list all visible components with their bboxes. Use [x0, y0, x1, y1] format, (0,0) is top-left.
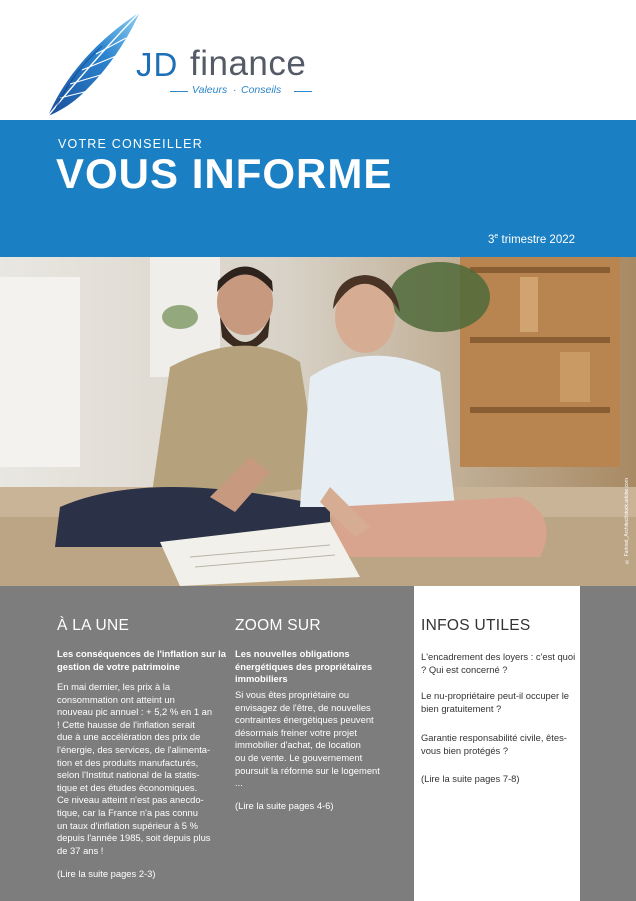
- period-suffix: e: [494, 233, 499, 240]
- zoom-sur-read-more[interactable]: (Lire la suite pages 4-6): [235, 800, 334, 811]
- a-la-une-lead: Les conséquences de l'inflation sur la gestion de votre patrimoine: [57, 648, 226, 672]
- banner-title: VOUS INFORME: [56, 150, 393, 197]
- period-rest: trimestre 2022: [501, 233, 576, 246]
- couple-reading-illustration: [0, 257, 636, 586]
- tagline-right: Conseils: [241, 84, 282, 96]
- a-la-une-read-more[interactable]: (Lire la suite pages 2-3): [57, 868, 156, 879]
- tagline-separator: ·: [233, 84, 237, 96]
- logo-brand-jd: JD: [136, 46, 179, 83]
- zoom-sur-line: Si vous êtes propriétaire ou: [235, 689, 350, 700]
- logo-brand-finance: finance: [190, 44, 307, 83]
- a-la-une-line: l'énergie, des services, de l'alimenta-: [57, 744, 211, 755]
- a-la-une-line: nouveau pic annuel : + 5,2 % en 1 an: [57, 706, 213, 718]
- zoom-sur-line: envisagez de l'être, de nouvelles: [235, 701, 371, 713]
- zoom-sur-line: immobilier d'achat, de location: [235, 739, 361, 751]
- a-la-une-line: ! Cette hausse de l'inflation serait: [57, 718, 195, 730]
- a-la-une-line: En mai dernier, les prix à la: [57, 681, 171, 692]
- infos-utiles-read-more[interactable]: (Lire la suite pages 7-8): [421, 773, 520, 784]
- header: [0, 0, 636, 120]
- banner-kicker: VOTRE CONSEILLER: [58, 137, 203, 151]
- logo-tagline: [160, 84, 320, 100]
- info-question[interactable]: Garantie responsabilité civile, êtes-vous bien protégés ?: [421, 732, 567, 756]
- zoom-sur-line: poursuit la réforme sur le logement: [235, 764, 380, 776]
- infos-utiles-heading: INFOS UTILES: [421, 617, 531, 634]
- a-la-une-line: de 37 ans !: [57, 844, 104, 856]
- zoom-sur-line: ...: [235, 777, 243, 789]
- zoom-sur-line: contraintes énergétiques peuvent: [235, 714, 374, 726]
- zoom-sur-line: ou de vente. Le gouvernement: [235, 752, 363, 763]
- zoom-sur-lead: Les nouvelles obligations énergétiques des propriétaires immobiliers: [235, 648, 373, 684]
- photo-credit: © Farknot_Architect/stock.adobe.com: [624, 478, 630, 564]
- tagline-rule-left: [170, 91, 188, 92]
- issue-period: [488, 233, 575, 246]
- period-number: 3: [488, 233, 495, 246]
- a-la-une-heading: À LA UNE: [57, 617, 130, 634]
- info-question[interactable]: Le nu-propriétaire peut-il occuper le bien gratuitement ?: [421, 690, 569, 714]
- feather-logo-icon: [40, 8, 150, 120]
- tagline-left: Valeurs: [192, 84, 228, 96]
- a-la-une-line: selon l'Institut national de la statis-: [57, 769, 200, 781]
- a-la-une-line: consommation ont atteint un: [57, 693, 175, 705]
- title-banner: [0, 120, 636, 257]
- a-la-une-line: tique, car la France n'a pas connu: [57, 807, 198, 818]
- zoom-sur-line: désormais freiner votre projet: [235, 726, 357, 738]
- a-la-une-line: tique et des études économiques.: [57, 781, 198, 793]
- tagline-rule-right: [294, 91, 312, 92]
- zoom-sur-heading: ZOOM SUR: [235, 617, 321, 634]
- a-la-une-line: tion et des produits manufacturés,: [57, 756, 199, 768]
- a-la-une-line: due à une accélération des prix de: [57, 731, 201, 743]
- summary-panel: [0, 586, 636, 901]
- infos-utiles-column: [414, 586, 580, 901]
- cover-photo: [0, 257, 636, 586]
- info-question[interactable]: L'encadrement des loyers : c'est quoi ? Qui est concerné ?: [421, 651, 576, 675]
- a-la-une-line: un taux d'inflation supérieur à 5 %: [57, 819, 198, 831]
- a-la-une-line: Ce niveau atteint n'est pas anecdo-: [57, 794, 204, 806]
- a-la-une-line: depuis l'année 1985, soit depuis plus: [57, 832, 211, 844]
